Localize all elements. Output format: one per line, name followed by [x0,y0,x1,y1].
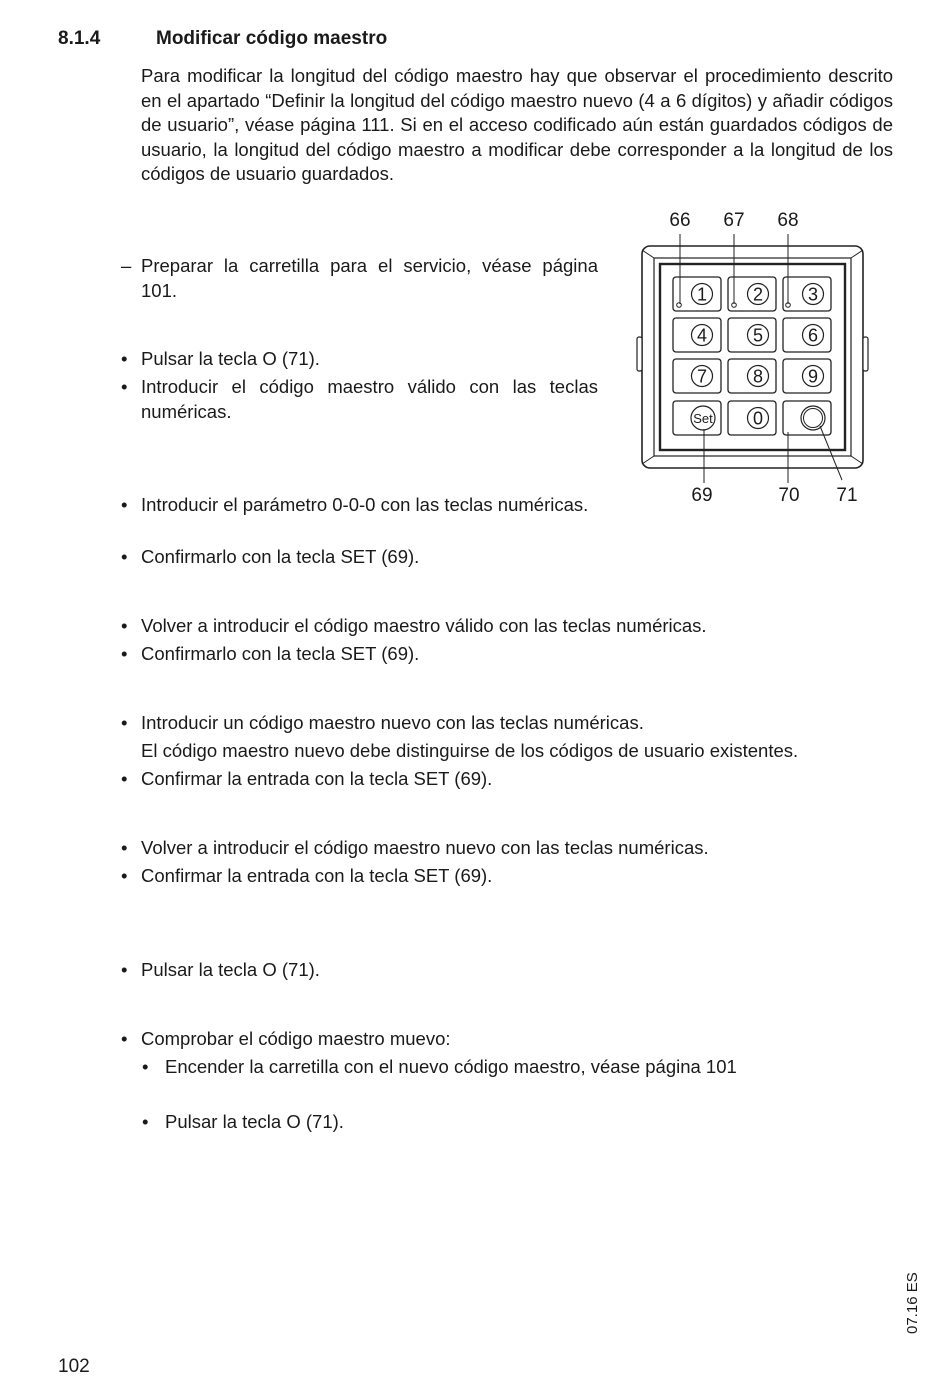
substep-press-o [142,1110,765,1135]
bullet-marker: • [121,768,128,789]
step-reenter-new-code [121,836,921,861]
bullet-marker: • [121,348,128,369]
bullet-marker: • [121,1028,128,1049]
step-new-code [121,711,921,736]
bullet-marker: • [121,959,128,980]
step-text: Preparar la carretilla para el servicio, véase página 101. [141,255,598,301]
key-2-label: 2 [752,284,764,305]
step-text: Volver a introducir el código maestro nuevo con las teclas numéricas. [141,837,709,858]
key-6-label: 6 [807,325,819,346]
step-confirm-3 [121,767,901,792]
step-text: Confirmar la entrada con la tecla SET (69). [141,768,493,789]
step-text: Volver a introducir el código maestro válido con las teclas numéricas. [141,615,707,636]
step-check-code [121,1027,741,1052]
callout-70: 70 [778,485,800,506]
step-confirm-1 [121,545,741,570]
step-press-o-2 [121,958,741,983]
step-text: Pulsar la tecla O (71). [141,348,320,369]
bullet-marker: • [142,1056,149,1077]
step-reenter-code [121,614,901,639]
substep-power-on [142,1055,885,1080]
step-text: Encender la carretilla con el nuevo código maestro, véase página 101 [165,1056,737,1077]
section-title: Modificar código maestro [156,28,388,49]
step-confirm-2 [121,642,901,667]
step-prepare [121,254,598,303]
key-0-label: 0 [752,408,764,429]
step-text: Confirmarlo con la tecla SET (69). [141,643,420,664]
callout-69: 69 [691,485,713,506]
step-text: Confirmar la entrada con la tecla SET (69). [141,865,493,886]
key-7-label: 7 [696,366,708,387]
callout-66: 66 [669,210,691,231]
bullet-marker: • [121,712,128,733]
step-text: Introducir el parámetro 0-0-0 con las teclas numéricas. [141,494,589,515]
step-new-code-note: El código maestro nuevo debe distinguirse de los códigos de usuario existentes. [141,740,799,761]
step-text: Introducir el código maestro válido con las teclas numéricas. [141,376,598,422]
key-9-label: 9 [807,366,819,387]
led-66 [677,303,682,308]
key-4-label: 4 [696,325,708,346]
key-set-label: Set [693,411,713,426]
section-number: 8.1.4 [58,28,101,49]
step-enter-param [121,493,598,518]
callout-67: 67 [723,210,745,231]
step-text: Pulsar la tecla O (71). [165,1111,344,1132]
bullet-marker: • [121,865,128,886]
key-3-label: 3 [807,284,819,305]
callout-68: 68 [777,210,799,231]
bullet-marker: • [142,1111,149,1132]
bullet-marker: • [121,546,128,567]
step-text: Confirmarlo con la tecla SET (69). [141,546,420,567]
key-1-label: 1 [696,284,708,305]
keypad-figure [620,200,880,510]
step-press-o [121,347,598,372]
step-text: Pulsar la tecla O (71). [141,959,320,980]
callout-71: 71 [836,485,858,506]
bullet-marker: • [121,643,128,664]
step-enter-code [121,375,598,424]
side-tab-right [863,337,868,371]
key-8-label: 8 [752,366,764,387]
page-number: 102 [58,1356,90,1377]
key-5-label: 5 [752,325,764,346]
side-tab-left [637,337,642,371]
step-text: Comprobar el código maestro muevo: [141,1028,451,1049]
bullet-marker: • [121,837,128,858]
step-text: Introducir un código maestro nuevo con las teclas numéricas. [141,712,644,733]
bullet-marker: • [121,615,128,636]
dash-marker: – [121,255,132,276]
bullet-marker: • [121,494,128,515]
edition-label: 07.16 ES [904,1272,921,1334]
bullet-marker: • [121,376,128,397]
step-confirm-4 [121,864,901,889]
intro-paragraph: Para modificar la longitud del código maestro hay que observar el procedimiento descrito en el apartado “Definir la longitud del código maestro nuevo (4 a 6 dígitos) y añadir códigos de usuario”, véase página 111. Si en el acceso codificado aún están guardados códigos de usuario, la longitud del código maestro a modificar debe corresponder a la longitud de los códigos de usuario guardados. [141,65,893,184]
